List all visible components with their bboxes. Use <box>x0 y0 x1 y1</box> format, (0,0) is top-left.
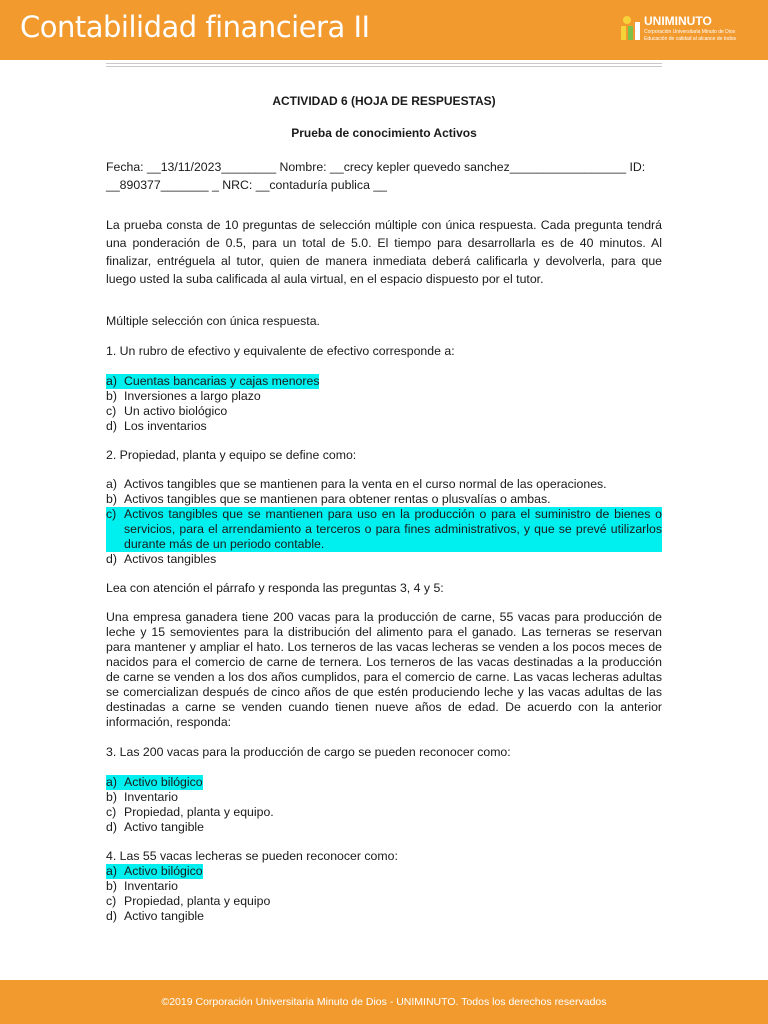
page-header <box>0 0 768 60</box>
divider-line <box>106 63 662 64</box>
option-a: a) Activo bilógico <box>106 775 203 789</box>
divider-line <box>106 66 662 67</box>
logo-subtitle: Corporación Universitaria Minuto de Dios <box>644 29 736 35</box>
option-a: a) Cuentas bancarias y cajas menores <box>106 374 320 388</box>
reading-instruction: Lea con atención el párrafo y responda las preguntas 3, 4 y 5: <box>106 581 444 595</box>
question-2-options <box>106 477 662 567</box>
option-d: d) Los inventarios <box>106 419 207 433</box>
option-d: d) Activo tangible <box>106 909 204 923</box>
question-1-options <box>106 374 662 434</box>
answer-sheet <box>106 90 662 924</box>
logo-name: UNIMINUTO <box>644 14 712 28</box>
student-info <box>106 158 662 194</box>
option-d: d) Activo tangible <box>106 820 204 834</box>
option-c: c) Propiedad, planta y equipo. <box>106 805 274 819</box>
option-b: b) Inventario <box>106 790 179 804</box>
document-title: ACTIVIDAD 6 (HOJA DE RESPUESTAS) <box>272 94 496 108</box>
course-title: Contabilidad financiera II <box>20 10 370 44</box>
option-d: d) Activos tangibles <box>106 552 217 566</box>
option-b: b) Inventario <box>106 879 179 893</box>
option-c: c) Activos tangibles que se mantienen para uso en la producción o para el suministro de bienes o servicios, para el arrendamiento a terceros o para fines administrativos, y que se prevé utilizarlos durante más de un periodo contable. <box>106 507 662 551</box>
question-1: 1. Un rubro de efectivo y equivalente de efectivo corresponde a: <box>106 344 455 358</box>
instructions-paragraph: La prueba consta de 10 preguntas de selección múltiple con única respuesta. Cada pregunta tendrá una ponderación de 0.5, para un total de 5.0. El tiempo para desarrollarla es de 40 minutos. Al finalizar, entréguela al tutor, quien de manera inmediata deberá calificarla y devolverla, para que luego usted la suba calificada al aula virtual, en el espacio dispuesto por el tutor. <box>106 218 662 286</box>
question-4: 4. Las 55 vacas lecheras se pueden reconocer como: <box>106 849 398 863</box>
question-3: 3. Las 200 vacas para la producción de cargo se pueden reconocer como: <box>106 745 511 759</box>
document-subtitle: Prueba de conocimiento Activos <box>291 126 477 140</box>
case-paragraph: Una empresa ganadera tiene 200 vacas para la producción de carne, 55 vacas para producción de leche y 15 semovientes para la distribución del alimento para el ganado. Las terneras se reservan para mantener y ampliar el hato. Los terneros de las vacas lecheras se venden a los pocos meces de nacidos para el comercio de carne de ternera. Los terneros de las vacas destinadas a la producción de carne se venden a los dos años cumplidos, para el comercio de carne. Las vacas lecheras adultas se comercializan después de cinco años de que estén produciendo leche y las vacas adultas de las destinadas a carne se venden cuando tienen nueve años de edad. De acuerdo con la anterior información, responda: <box>106 610 662 729</box>
question-mode: Múltiple selección con única respuesta. <box>106 314 320 328</box>
copyright-text: ©2019 Corporación Universitaria Minuto de Dios - UNIMINUTO. Todos los derechos reservados <box>161 996 607 1008</box>
option-c: c) Propiedad, planta y equipo <box>106 894 271 908</box>
option-b: b) Activos tangibles que se mantienen para obtener rentas o plusvalías o ambas. <box>106 492 551 506</box>
student-info-line2: __890377_______ _ NRC: __contaduría publica __ <box>106 178 387 192</box>
option-a: a) Activo bilógico <box>106 864 203 878</box>
question-2: 2. Propiedad, planta y equipo se define como: <box>106 448 357 462</box>
page-footer <box>0 980 768 1024</box>
question-4-options <box>106 864 662 924</box>
option-a: a) Activos tangibles que se mantienen para la venta en el curso normal de las operaciones. <box>106 477 607 491</box>
question-3-options <box>106 775 662 835</box>
student-info-line1: Fecha: __13/11/2023________ Nombre: __crecy kepler quevedo sanchez_________________ ID: <box>106 160 646 174</box>
option-c: c) Un activo biológico <box>106 404 228 418</box>
uniminuto-logo-icon <box>618 12 642 48</box>
option-b: b) Inversiones a largo plazo <box>106 389 261 403</box>
logo-tagline: Educación de calidad al alcance de todos <box>644 36 737 42</box>
uniminuto-logo <box>618 12 738 48</box>
